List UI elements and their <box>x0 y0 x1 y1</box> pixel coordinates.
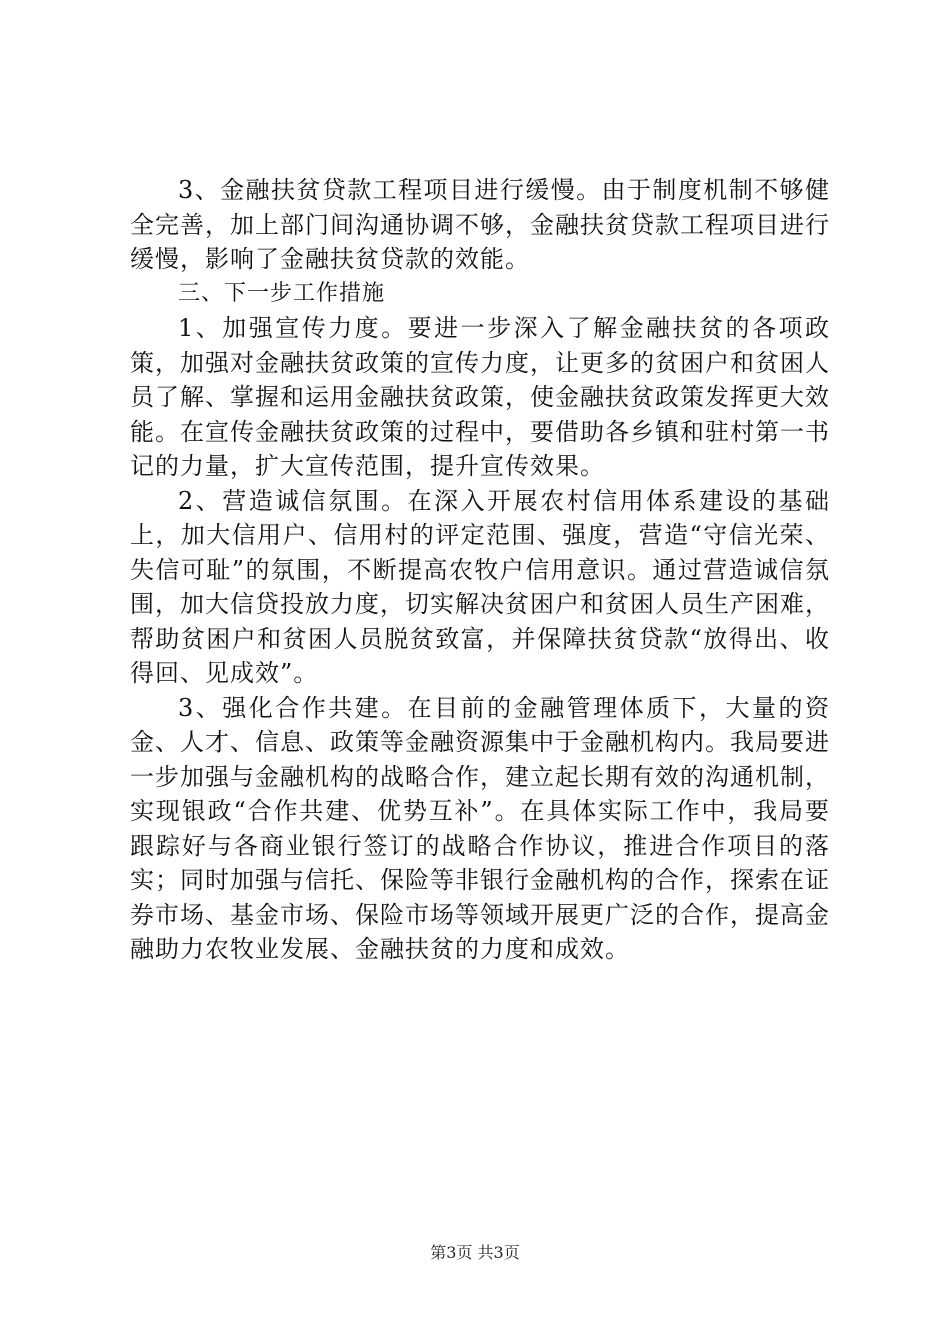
section-heading-next-steps: 三、下一步工作措施 <box>178 280 386 306</box>
document-body <box>130 173 830 967</box>
paragraph-problem-3: 3、金融扶贫贷款工程项目进行缓慢。由于制度机制不够健全完善，加上部门间沟通协调不够，金融扶贫贷款工程项目进行缓慢，影响了金融扶贫贷款的效能。 <box>130 176 830 273</box>
page-footer: 第3页 共3页 <box>430 1243 520 1262</box>
paragraph-measure-1: 1、加强宣传力度。要进一步深入了解金融扶贫的各项政策，加强对金融扶贫政策的宣传力度，让更多的贫困户和贫困人员了解、掌握和运用金融扶贫政策，使金融扶贫政策发挥更大效能。在宣传金融扶贫政策的过程中，要借助各乡镇和驻村第一书记的力量，扩大宣传范围，提升宣传效果。 <box>130 314 830 480</box>
paragraph-measure-2: 2、营造诚信氛围。在深入开展农村信用体系建设的基础上，加大信用户、信用村的评定范围、强度，营造“守信光荣、失信可耻”的氛围，不断提高农牧户信用意识。通过营造诚信氛围，加大信贷投放力度，切实解决贫困户和贫困人员生产困难，帮助贫困户和贫困人员脱贫致富，并保障扶贫贷款“放得出、收得回、见成效”。 <box>130 486 830 687</box>
paragraph-measure-3: 3、强化合作共建。在目前的金融管理体质下，大量的资金、人才、信息、政策等金融资源集中于金融机构内。我局要进一步加强与金融机构的战略合作，建立起长期有效的沟通机制，实现银政“合作共建、优势互补”。在具体实际工作中，我局要跟踪好与各商业银行签订的战略合作协议，推进合作项目的落实；同时加强与信托、保险等非银行金融机构的合作，探索在证券市场、基金市场、保险市场等领域开展更广泛的合作，提高金融助力农牧业发展、金融扶贫的力度和成效。 <box>130 693 830 963</box>
